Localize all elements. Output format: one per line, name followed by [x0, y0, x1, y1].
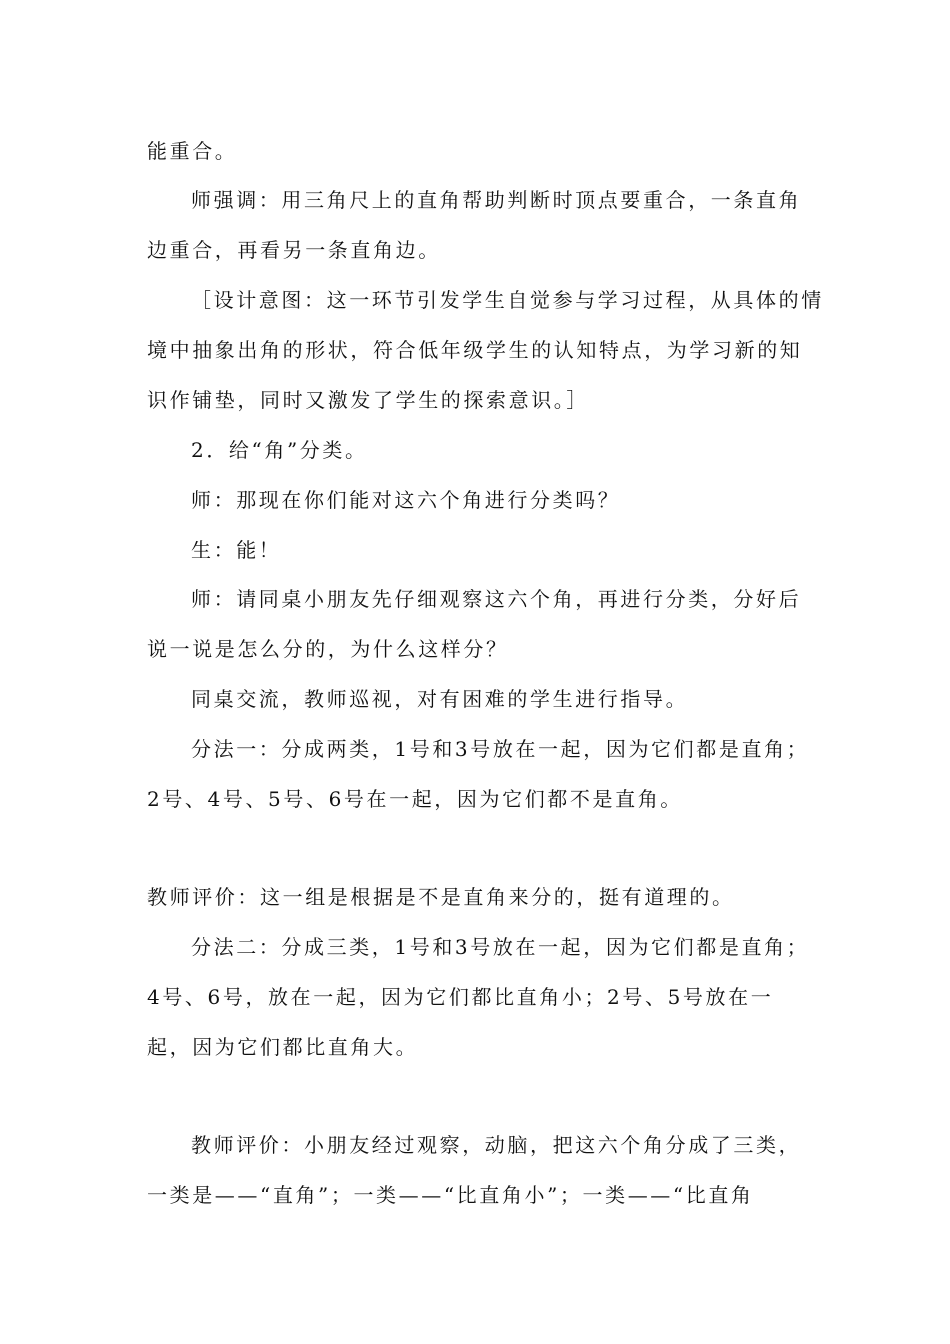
- text-line: 说一说是怎么分的，为什么这样分？: [147, 637, 509, 661]
- text-line: 起，因为它们都比直角大。: [147, 1035, 419, 1059]
- text-line: 分法二：分成三类，1号和3号放在一起，因为它们都是直角；: [191, 935, 810, 959]
- text-line: 师：请同桌小朋友先仔细观察这六个角，再进行分类，分好后: [191, 587, 802, 611]
- text-line: 识作铺垫，同时又激发了学生的探索意识。］: [147, 388, 589, 412]
- section-heading: 2．给“角”分类。: [191, 438, 368, 462]
- text-line: 生：能！: [191, 538, 282, 562]
- text-line: 师强调：用三角尺上的直角帮助判断时顶点要重合，一条直角: [191, 188, 802, 212]
- text-line: 师：那现在你们能对这六个角进行分类吗？: [191, 488, 621, 512]
- text-line: 4号、6号，放在一起，因为它们都比直角小；2号、5号放在一: [147, 985, 774, 1009]
- text-line: 能重合。: [147, 139, 238, 163]
- text-line: 分法一：分成两类，1号和3号放在一起，因为它们都是直角；: [191, 737, 810, 761]
- text-line: ［设计意图：这一环节引发学生自觉参与学习过程，从具体的情: [191, 288, 824, 312]
- text-line: 教师评价：这一组是根据是不是直角来分的，挺有道理的。: [147, 885, 735, 909]
- text-line: 边重合，再看另一条直角边。: [147, 238, 441, 262]
- text-line: 一类是——“直角”；一类——“比直角小”；一类——“比直角: [147, 1183, 754, 1207]
- text-line: 教师评价：小朋友经过观察，动脑，把这六个角分成了三类，: [191, 1133, 802, 1157]
- text-line: 2号、4号、5号、6号在一起，因为它们都不是直角。: [147, 787, 683, 811]
- text-line: 同桌交流，教师巡视，对有困难的学生进行指导。: [191, 687, 689, 711]
- text-line: 境中抽象出角的形状，符合低年级学生的认知特点，为学习新的知: [147, 338, 803, 362]
